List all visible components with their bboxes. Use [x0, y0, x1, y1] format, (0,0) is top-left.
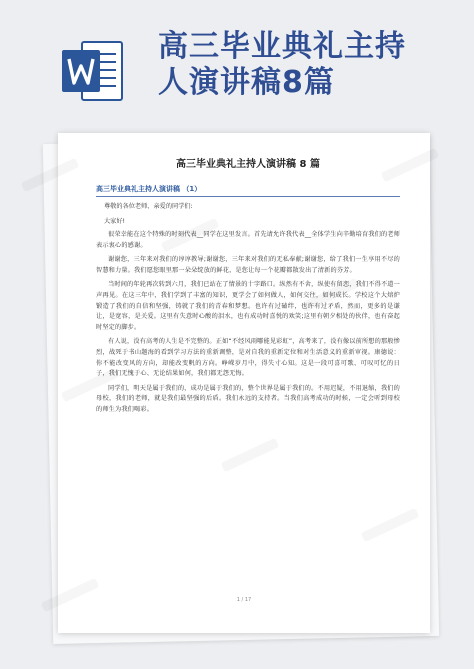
paragraph: 同学们，明天是属于我们的，成功是属于我们的，整个世界是属于我们的。不用迟疑，不用退缩，我们的母校，我们的老师，就是我们最坚强的后盾。我们永远的支持者。当我们高考成功的时候，一定会听到母校的师生为我们喝彩。 [96, 384, 400, 413]
header-banner [0, 0, 474, 120]
page-title-line-1: 高三毕业典礼主持 [158, 29, 406, 64]
greeting: 大家好! [104, 218, 126, 225]
paragraph: 谢谢您，三年来对我们的谆谆教导;谢谢您，三年来对我们的无私奉献;谢谢您，给了我们一生享用不尽的智慧和力量。我们愿您眼里那一朵朵绽放的鲜花，是您让每一个花瓣都散发出了清新的芬芳。 [96, 256, 400, 274]
page-title-line-2: 人演讲稿8篇 [158, 65, 335, 100]
word-document-icon [62, 38, 124, 104]
document-page [58, 133, 430, 633]
page-number: 1 / 17 [236, 597, 252, 603]
paragraph: 当时间的年轮再次转到六月，我们已站在了情景的十字路口。纵然有不舍，纵使有留恋，我们不得不道一声再见。在这三年中，我们学到了丰富的知识，更学会了如何做人，如何交往，如何成长。学校这个大熔炉锻造了我们的自信和坚强，铸就了我们的青春和梦想。也许有过磕绊，也许有过矛盾，然而，更多的是谦让，是宽容，是关爱。这里有失意时心酸的泪水，也有成功时喜悦的欢笑;这里有朝夕相处的伙伴，也有奋起时坚定的脚步。 [96, 281, 400, 331]
paragraph: 有人说，没有高考的人生是不完整的。正如“不经风雨哪能见彩虹”，高考来了，没有像以前所想的那般惨烈，战死于书山题海的看到学习方法的重新调整，是对自我的重新定位和对生活意义的重新审视。康德说：你不能改变风的方向，却能改变帆的方向。峥嵘岁月中，得失寸心知。这是一段可喜可歌、可叹可忆的日子，我们无愧于心、无论结果如何，我们都无怨无悔。 [96, 338, 400, 378]
document-title: 高三毕业典礼主持人演讲稿 8 篇 [176, 159, 320, 170]
section-heading: 高三毕业典礼主持人演讲稿 （1） [96, 184, 400, 197]
salutation: 尊敬的各位老师、亲爱的同学们: [104, 203, 193, 210]
paragraph: 很荣幸能在这个特殊的时刻代表__同学在这里发言。首先请允许我代表__全体学生向辛勤培育我们的老师表示衷心的感谢。 [96, 231, 400, 249]
